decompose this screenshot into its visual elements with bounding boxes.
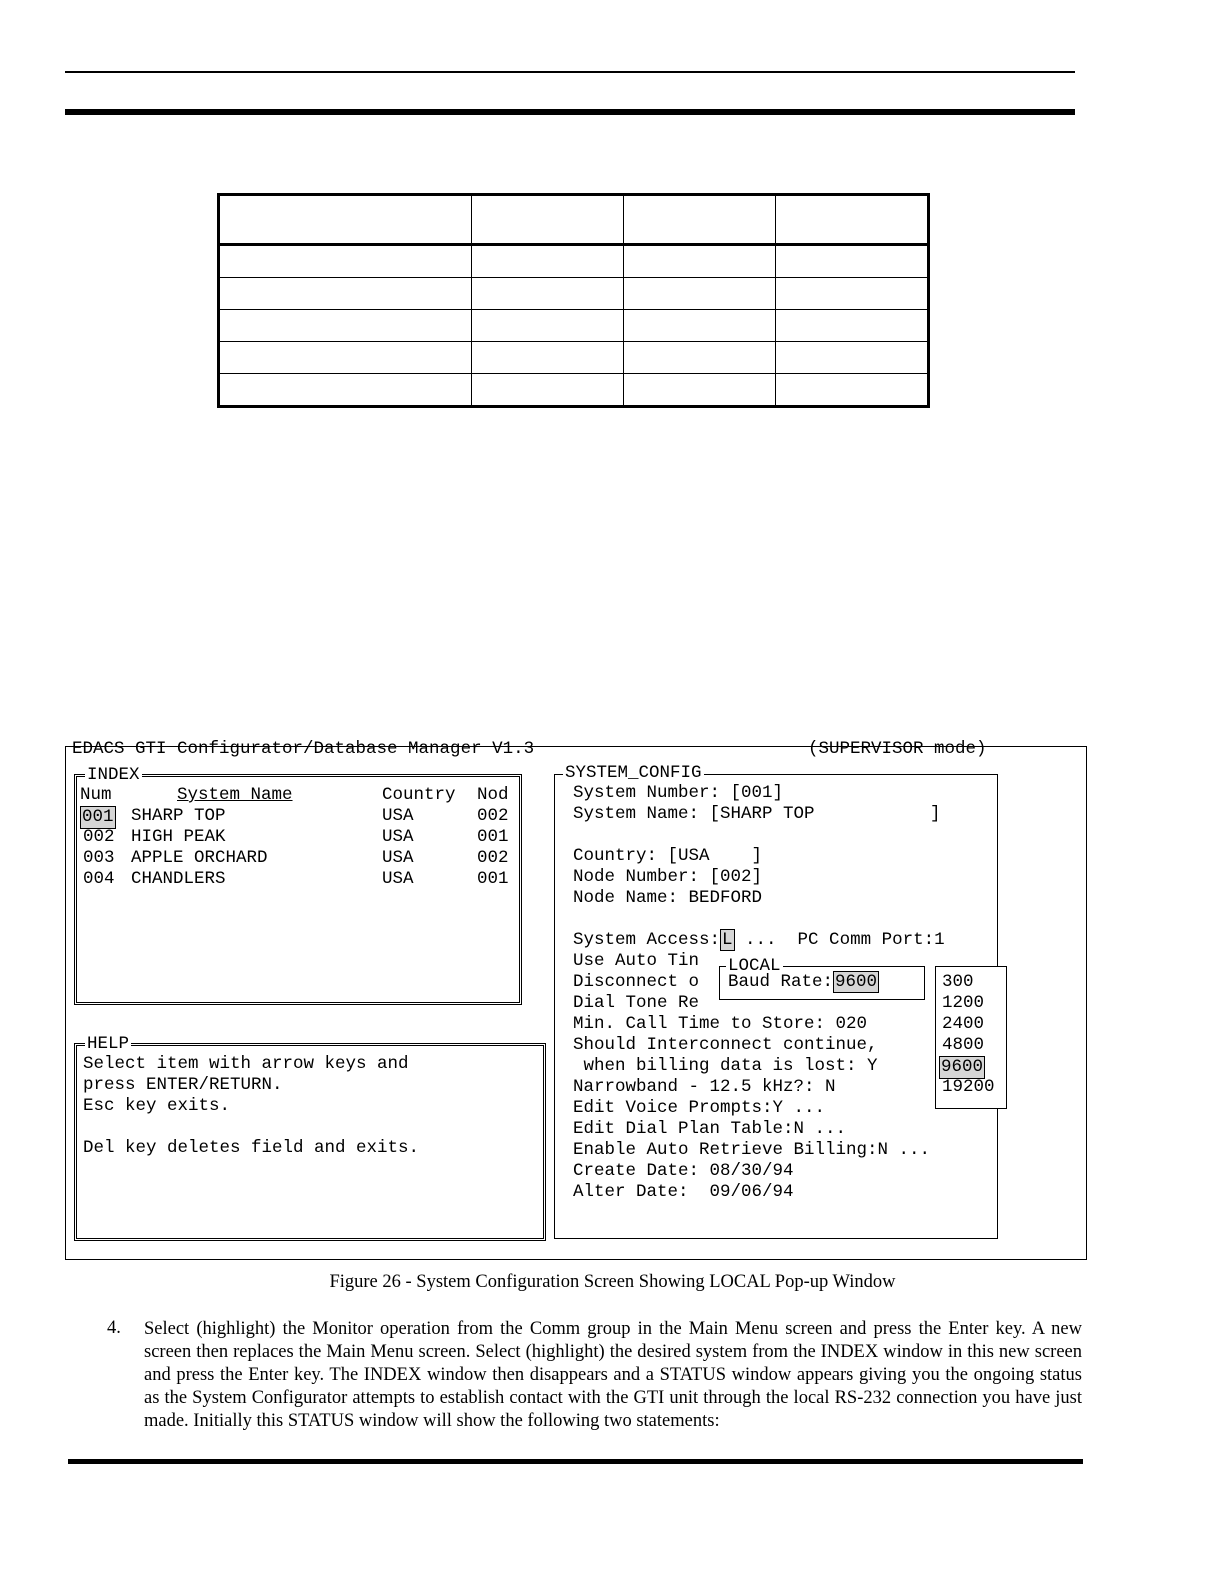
- local-popup: [719, 956, 925, 1000]
- baud-option[interactable]: 4800: [942, 1035, 985, 1055]
- narrowband-field[interactable]: Narrowband - 12.5 kHz?: N: [573, 1077, 836, 1097]
- figure-caption: Figure 26 - System Configuration Screen Showing LOCAL Pop-up Window: [329, 1272, 896, 1292]
- step-text: Select (highlight) the Monitor operation from the Comm group in the Main Menu screen and press the Enter key. A new screen then replaces the Main Menu screen. Select (highlight) the desired system from the INDEX window in this new screen and press the Enter key. The INDEX window then disappears and a STATUS window appears giving you the ongoing status as the System Configurator attempts to establish contact with the GTI unit through the local RS-232 connection you have just made. Initially this STATUS window will show the following two statements:: [144, 1319, 1082, 1431]
- country-field[interactable]: Country: [USA ]: [573, 846, 763, 866]
- disconnect-field[interactable]: Disconnect o: [573, 972, 700, 992]
- billing-lost-field[interactable]: when billing data is lost: Y: [573, 1056, 878, 1076]
- system-access-field[interactable]: [573, 930, 945, 951]
- baud-rate-value[interactable]: 9600: [835, 972, 878, 992]
- table-row: [219, 278, 929, 310]
- index-name: SHARP TOP: [131, 806, 226, 826]
- dial-plan-field[interactable]: Edit Dial Plan Table:N ...: [573, 1119, 847, 1139]
- index-col-num: Num: [80, 785, 112, 805]
- help-line: press ENTER/RETURN.: [83, 1075, 283, 1095]
- system-access-label: System Access:: [573, 930, 721, 950]
- help-window: [74, 1034, 546, 1241]
- pc-comm-port-field: ... PC Comm Port:1: [734, 930, 945, 950]
- index-name: CHANDLERS: [131, 869, 226, 889]
- index-node: 001: [477, 869, 509, 889]
- index-col-name: System Name: [177, 785, 293, 805]
- index-window: [74, 765, 522, 1005]
- baud-option[interactable]: 1200: [942, 993, 985, 1013]
- step-number: 4.: [107, 1318, 121, 1338]
- footer-rule: [68, 1459, 1083, 1464]
- table-header-row: [219, 195, 929, 245]
- help-line: Select item with arrow keys and: [83, 1054, 409, 1074]
- table-row: [219, 342, 929, 374]
- index-window-title: INDEX: [87, 765, 140, 785]
- voice-prompts-field[interactable]: Edit Voice Prompts:Y ...: [573, 1098, 826, 1118]
- header-rule-thick: [65, 109, 1075, 115]
- dial-tone-field[interactable]: Dial Tone Re: [573, 993, 700, 1013]
- index-node: 002: [477, 848, 509, 868]
- node-name-field: Node Name: BEDFORD: [573, 888, 763, 908]
- index-node: 001: [477, 827, 509, 847]
- system-access-value[interactable]: L: [722, 930, 733, 950]
- interconnect-field[interactable]: Should Interconnect continue,: [573, 1035, 878, 1055]
- index-country: USA: [382, 869, 414, 889]
- baud-option[interactable]: 300: [942, 972, 974, 992]
- baud-option-selected[interactable]: 9600: [941, 1057, 984, 1077]
- system-name-field[interactable]: System Name: [SHARP TOP ]: [573, 804, 941, 824]
- index-num[interactable]: 004: [83, 869, 115, 889]
- table-row: [219, 374, 929, 407]
- baud-rate-label: Baud Rate:: [728, 972, 834, 992]
- baud-rate-list: [935, 966, 1007, 1109]
- system-number-field[interactable]: System Number: [001]: [573, 783, 784, 803]
- baud-rate-field[interactable]: [728, 972, 879, 993]
- empty-table: [217, 193, 930, 408]
- baud-option[interactable]: 2400: [942, 1014, 985, 1034]
- terminal-screenshot: [65, 739, 1087, 1260]
- min-call-time-field[interactable]: Min. Call Time to Store: 020: [573, 1014, 868, 1034]
- help-line: Esc key exits.: [83, 1096, 231, 1116]
- index-num[interactable]: 002: [83, 827, 115, 847]
- node-number-field[interactable]: Node Number: [002]: [573, 867, 763, 887]
- local-popup-title: LOCAL: [728, 956, 781, 976]
- index-country: USA: [382, 806, 414, 826]
- index-num[interactable]: 003: [83, 848, 115, 868]
- auto-retrieve-field[interactable]: Enable Auto Retrieve Billing:N ...: [573, 1140, 931, 1160]
- system-config-title: SYSTEM_CONFIG: [565, 763, 702, 783]
- index-node: 002: [477, 806, 509, 826]
- index-col-node: Nod: [477, 785, 509, 805]
- help-line: Del key deletes field and exits.: [83, 1138, 420, 1158]
- alter-date-field: Alter Date: 09/06/94: [573, 1182, 794, 1202]
- index-country: USA: [382, 848, 414, 868]
- mode-label: (SUPERVISOR mode): [808, 739, 987, 759]
- index-country: USA: [382, 827, 414, 847]
- table-row: [219, 245, 929, 278]
- system-config-window: [554, 763, 998, 1239]
- index-name: HIGH PEAK: [131, 827, 226, 847]
- header-rule-thin: [65, 71, 1075, 73]
- table-row: [219, 310, 929, 342]
- index-num[interactable]: 001: [82, 807, 114, 827]
- help-window-title: HELP: [87, 1034, 130, 1054]
- index-col-country: Country: [382, 785, 456, 805]
- baud-option[interactable]: 19200: [942, 1077, 995, 1097]
- index-name: APPLE ORCHARD: [131, 848, 268, 868]
- auto-time-field[interactable]: Use Auto Tin: [573, 951, 700, 971]
- app-title: EDACS GTI Configurator/Database Manager V1.3: [72, 739, 535, 759]
- create-date-field: Create Date: 08/30/94: [573, 1161, 794, 1181]
